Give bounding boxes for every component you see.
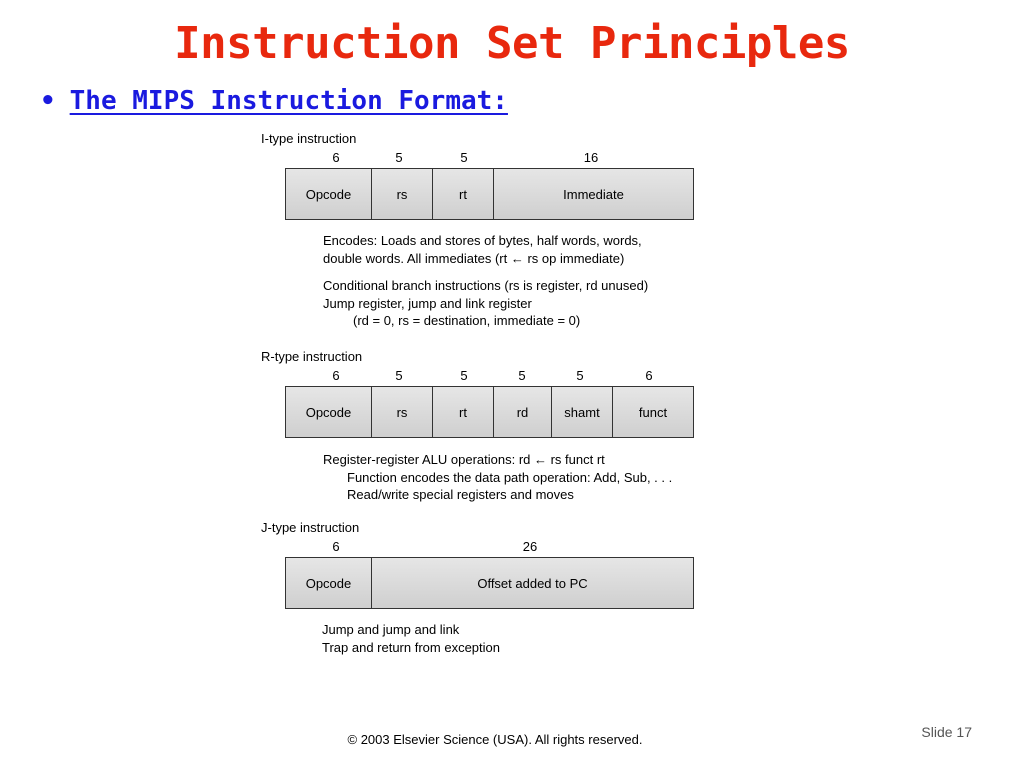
bullet-point (40, 86, 508, 116)
rtype-desc-line: Function encodes the data path operation: Add, Sub, . . . (347, 469, 673, 485)
rtype-width-opcode: 6 (332, 368, 340, 383)
itype-desc-line: (rd = 0, rs = destination, immediate = 0) (353, 313, 581, 328)
rtype-field-opcode: Opcode (286, 387, 372, 437)
itype-desc-line: Conditional branch instructions (rs is register, rd unused) (323, 278, 649, 293)
itype-desc-line: Encodes: Loads and stores of bytes, half words, words, (323, 233, 642, 248)
rtype-format-box (285, 386, 694, 438)
bullet-text: The MIPS Instruction Format: (69, 86, 508, 116)
rtype-width-rd: 5 (518, 368, 526, 383)
itype-field-immediate: Immediate (494, 169, 693, 219)
jtype-desc-line: Jump and jump and link (322, 622, 460, 637)
itype-width-rt: 5 (460, 150, 468, 165)
slide-number: Slide 17 (921, 724, 972, 740)
itype-field-rt: rt (433, 169, 494, 219)
jtype-label: J-type instruction (261, 520, 360, 535)
bullet-marker: • (40, 86, 56, 116)
jtype-width-opcode: 6 (332, 539, 340, 554)
itype-desc-line: double words. All immediates (rt ← rs op immediate) (323, 250, 625, 266)
rtype-width-funct: 6 (645, 368, 653, 383)
itype-format-box (285, 168, 694, 220)
rtype-width-shamt: 5 (576, 368, 584, 383)
rtype-desc-line: Register-register ALU operations: rd ← rs funct rt (323, 452, 605, 467)
itype-label: I-type instruction (261, 131, 357, 146)
itype-field-rs: rs (372, 169, 433, 219)
jtype-field-offset: Offset added to PC (372, 558, 693, 608)
jtype-desc-line: Trap and return from exception (322, 639, 500, 655)
rtype-field-rd: rd (494, 387, 552, 437)
jtype-format-box (285, 557, 694, 609)
jtype-width-offset: 26 (522, 539, 538, 554)
rtype-field-funct: funct (613, 387, 693, 437)
rtype-field-shamt: shamt (552, 387, 613, 437)
jtype-description (322, 621, 500, 656)
itype-width-opcode: 6 (332, 150, 340, 165)
copyright-notice: © 2003 Elsevier Science (USA). All rights reserved. (347, 732, 643, 747)
slide-title: Instruction Set Principles (174, 18, 850, 69)
itype-width-rs: 5 (395, 150, 403, 165)
itype-desc-line: Jump register, jump and link register (323, 295, 532, 311)
rtype-description (323, 451, 672, 504)
rtype-field-rt: rt (433, 387, 494, 437)
rtype-label: R-type instruction (261, 349, 363, 364)
itype-width-immediate: 16 (583, 150, 599, 165)
itype-description (323, 232, 648, 330)
rtype-field-rs: rs (372, 387, 433, 437)
rtype-width-rs: 5 (395, 368, 403, 383)
jtype-field-opcode: Opcode (286, 558, 372, 608)
rtype-desc-line: Read/write special registers and moves (347, 487, 574, 502)
itype-field-opcode: Opcode (286, 169, 372, 219)
rtype-width-rt: 5 (460, 368, 468, 383)
